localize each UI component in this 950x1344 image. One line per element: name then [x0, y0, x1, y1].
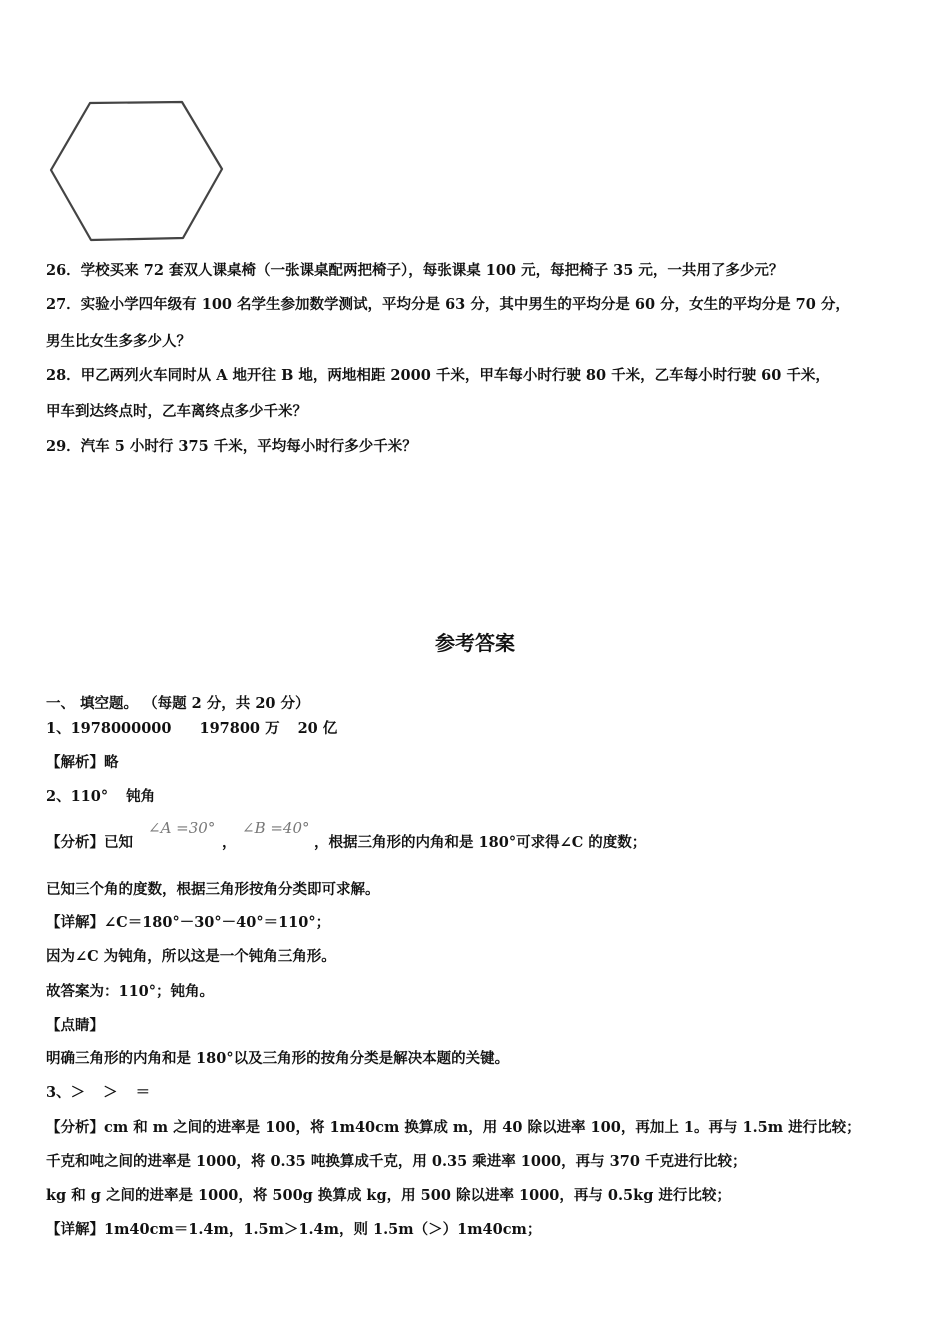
- answers-title: 参考答案: [435, 631, 515, 655]
- answer-2-num: 2、110°: [46, 788, 109, 805]
- answer-2-part2: 钝角: [126, 788, 156, 805]
- answer-3-analysis-2: 千克和吨之间的进率是 1000，将 0.35 吨换算成千克，用 0.35 乘进率 1000，再与 370 千克进行比较；: [46, 1153, 747, 1170]
- question-27-line2: 男生比女生多多少人？: [46, 333, 191, 350]
- answer-2-analysis-sep: ，: [222, 834, 237, 851]
- answer-3-analysis-1: 【分析】cm 和 m 之间的进率是 100，将 1m40cm 换算成 m，用 40 除以进率 100，再加上 1。再与 1.5m 进行比较；: [46, 1119, 861, 1136]
- answer-3-part3: ＝: [135, 1084, 151, 1101]
- answer-1: [46, 719, 337, 739]
- hexagon-shape: [51, 102, 222, 240]
- answer-2-dianjing: 【点睛】: [46, 1017, 104, 1034]
- question-26: 26．学校买来 72 套双人课桌椅（一张课桌配两把椅子），每张课桌 100 元，每把椅子 35 元，一共用了多少元？: [46, 262, 784, 279]
- answer-3: [46, 1083, 150, 1103]
- answer-3-part2: ＞: [103, 1084, 118, 1101]
- answer-2-because: 因为∠C 为钝角，所以这是一个钝角三角形。: [46, 948, 336, 965]
- answer-2: [46, 787, 155, 807]
- answer-3-analysis-3: kg 和 g 之间的进率是 1000，将 500g 换算成 kg，用 500 除以进率 1000，再与 0.5kg 进行比较；: [46, 1187, 731, 1204]
- answer-2-final: 故答案为：110°；钝角。: [46, 983, 215, 1000]
- answer-1-num: 1、1978000000: [46, 720, 172, 737]
- question-27-line1: 27．实验小学四年级有 100 名学生参加数学测试，平均分是 63 分，其中男生的平均分是 60 分，女生的平均分是 70 分，: [46, 296, 850, 313]
- angle-a-formula: ∠A =30°: [148, 819, 216, 837]
- answer-2-analysis-suffix: ，根据三角形的内角和是 180°可求得∠C 的度数；: [314, 834, 647, 851]
- question-28-line2: 甲车到达终点时，乙车离终点多少千米？: [46, 403, 307, 420]
- angle-b-formula: ∠B =40°: [242, 819, 310, 837]
- answer-2-key: 明确三角形的内角和是 180°以及三角形的按角分类是解决本题的关键。: [46, 1050, 510, 1067]
- section-heading: 一、 填空题。 （每题 2 分，共 20 分）: [46, 695, 310, 712]
- answer-1-part3: 20 亿: [297, 720, 338, 737]
- question-28-line1: 28．甲乙两列火车同时从 A 地开往 B 地，两地相距 2000 千米，甲车每小时行驶 80 千米，乙车每小时行驶 60 千米，: [46, 367, 830, 384]
- answer-1-analysis: 【解析】略: [46, 754, 119, 771]
- answer-2-detail: 【详解】∠C＝180°－30°－40°＝110°；: [46, 914, 331, 931]
- answer-3-num: 3、＞: [46, 1084, 86, 1101]
- hexagon-figure: [46, 98, 228, 246]
- question-29: 29．汽车 5 小时行 375 千米，平均每小时行多少千米？: [46, 438, 417, 455]
- answer-2-analysis-prefix: 【分析】已知: [46, 834, 133, 851]
- answer-3-detail: 【详解】1m40cm＝1.4m，1.5m＞1.4m，则 1.5m（＞）1m40cm；: [46, 1221, 542, 1238]
- answer-2-line2: 已知三个角的度数，根据三角形按角分类即可求解。: [46, 881, 380, 898]
- answer-1-part2: 197800 万: [199, 720, 280, 737]
